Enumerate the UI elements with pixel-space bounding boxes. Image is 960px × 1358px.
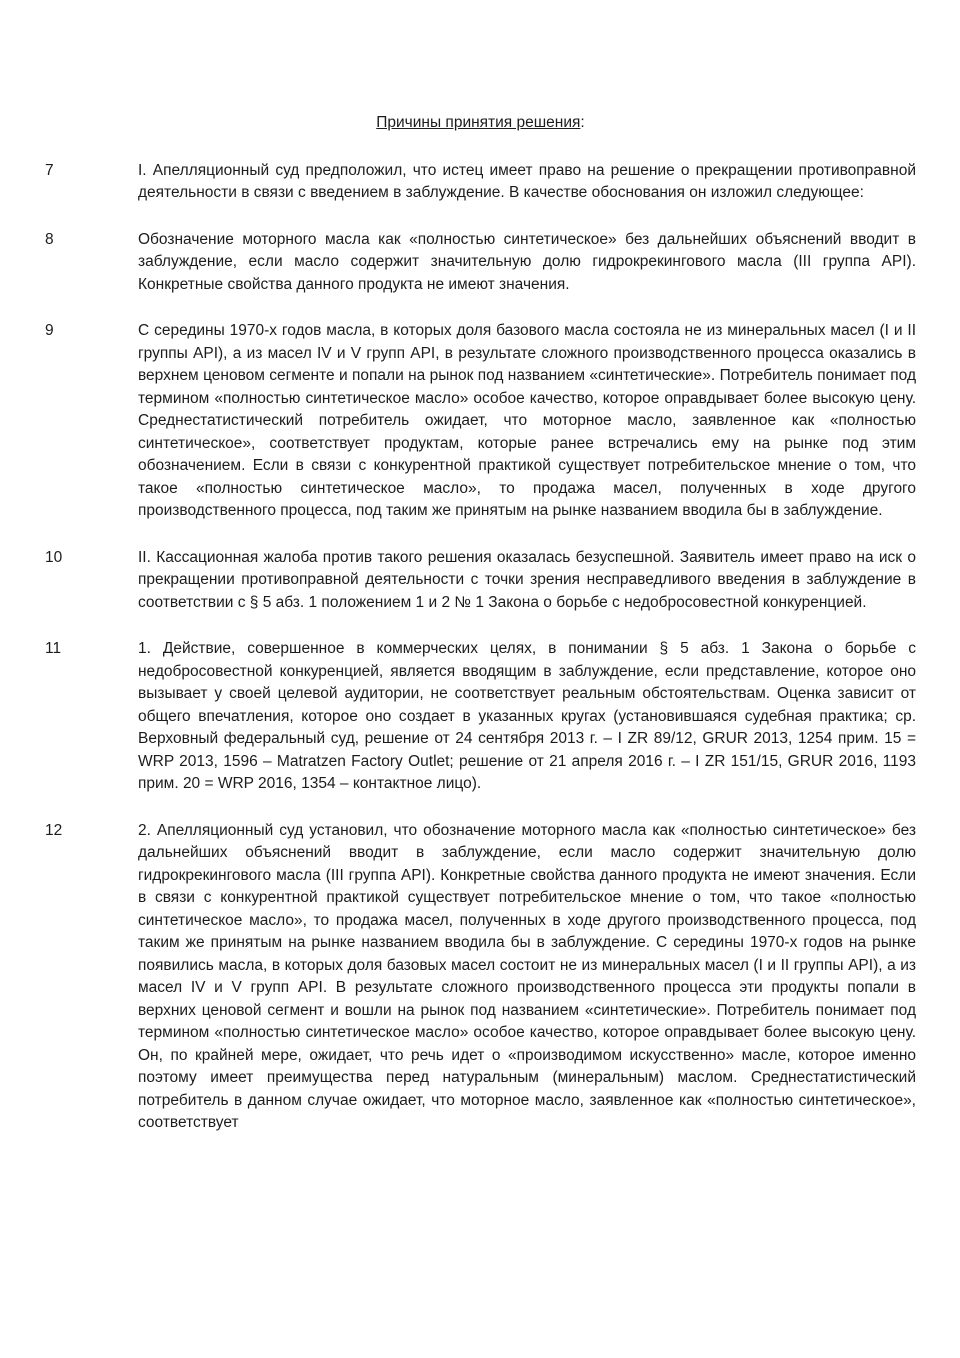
document-paragraph-12 [45,820,916,1135]
paragraph-text: II. Кассационная жалоба против такого решения оказалась безуспешной. Заявитель имеет право на иск о прекращении противоправной деятельности с точки зрения несправедливого введения в заблуждение в соответствии с § 5 абз. 1 положением 1 и 2 № 1 Закона о борьбе с недобросовестной конкуренцией. [138,548,916,611]
document-title-colon: : [580,114,585,131]
paragraph-number: 12 [45,821,63,839]
document-paragraph-7 [45,160,916,205]
paragraph-text: 2. Апелляционный суд установил, что обозначение моторного масла как «полностью синтетическое» без дальнейших объяснений вводит в заблуждение, если масло содержит значительную долю гидрокрекингового масла (III группа API). Конкретные свойства данного продукта не имеют значения. Если в связи с конкурентной практикой существует потребительское мнение о том, что такое «полностью синтетическое масло», то продажа масел, полученных в ходе другого производственного процесса, под таким же принятым на рынке названием вводила бы в заблуждение. С середины 1970-х годов на рынке появились масла, в которых доля базовых масел состоит не из минеральных масел (I и II группы API), а из масел IV и V групп API. В результате сложного производственного процесса эти продукты попали в верхних ценовой сегмент и вошли на рынок под названием «синтетические». Потребитель понимает под термином «полностью синтетическое масло» особое качество, которое оправдывает более высокую цену. Он, по крайней мере, ожидает, что речь идет о «производимом искусственно» масле, которое именно поэтому имеет преимущества перед натуральным (минеральным) маслом. Среднестатистический потребитель в данном случае ожидает, что моторное масло, заявленное как «полностью синтетическое», соответствует [138,821,916,1131]
paragraph-number: 8 [45,230,54,248]
document-paragraph-9 [45,320,916,523]
document-title-text: Причины принятия решения [376,114,581,131]
document-paragraph-10 [45,547,916,615]
paragraph-number: 7 [45,161,54,179]
paragraph-text: Обозначение моторного масла как «полностью синтетическое» без дальнейших объяснений вводит в заблуждение, если масло содержит значительную долю гидрокрекингового масла (III группа API). Конкретные свойства данного продукта не имеют значения. [138,230,916,293]
document-paragraph-11 [45,638,916,796]
document-title [45,112,916,135]
paragraph-text: I. Апелляционный суд предположил, что истец имеет право на решение о прекращении противоправной деятельности в связи с введением в заблуждение. В качестве обоснования он изложил следующее: [138,161,916,201]
document-paragraph-8 [45,229,916,297]
paragraph-number: 10 [45,548,63,566]
paragraph-number: 11 [45,640,62,657]
paragraph-text: 1. Действие, совершенное в коммерческих целях, в понимании § 5 абз. 1 Закона о борьбе с недобросовестной конкуренцией, является вводящим в заблуждение, если представление, которое оно вызывает у своей целевой аудитории, не соответствует реальным обстоятельствам. Оценка зависит от общего впечатления, которое оно создает в указанных кругах (установившаяся судебная практика; ср. Верховный федеральный суд, решение от 24 сентября 2013 г. – I ZR 89/12, GRUR 2013, 1254 прим. 15 = WRP 2013, 1596 – Matratzen Factory Outlet; решение от 21 апреля 2016 г. – I ZR 151/15, GRUR 2016, 1193 прим. 20 = WRP 2016, 1354 – контактное лицо). [138,640,916,792]
paragraph-text: С середины 1970-х годов масла, в которых доля базового масла состояла не из минеральных масел (I и II группы API), а из масел IV и V групп API, в результате сложного производственного процесса оказались в верхнем ценовом сегменте и попали на рынок под названием «синтетические». Потребитель понимает под термином «полностью синтетическое масло» особое качество, которое оправдывает более высокую цену. Среднестатистический потребитель ожидает, что моторное масло, заявленное как «полностью синтетическое», соответствует продуктам, которые ранее встречались ему на рынке под этим обозначением. Если в связи с конкурентной практикой существует потребительское мнение о том, что такое «полностью синтетическое масло», то продажа масел, полученных в ходе другого производственного процесса, под таким же принятым на рынке названием вводила бы в заблуждение. [138,322,916,519]
paragraph-number: 9 [45,322,54,339]
